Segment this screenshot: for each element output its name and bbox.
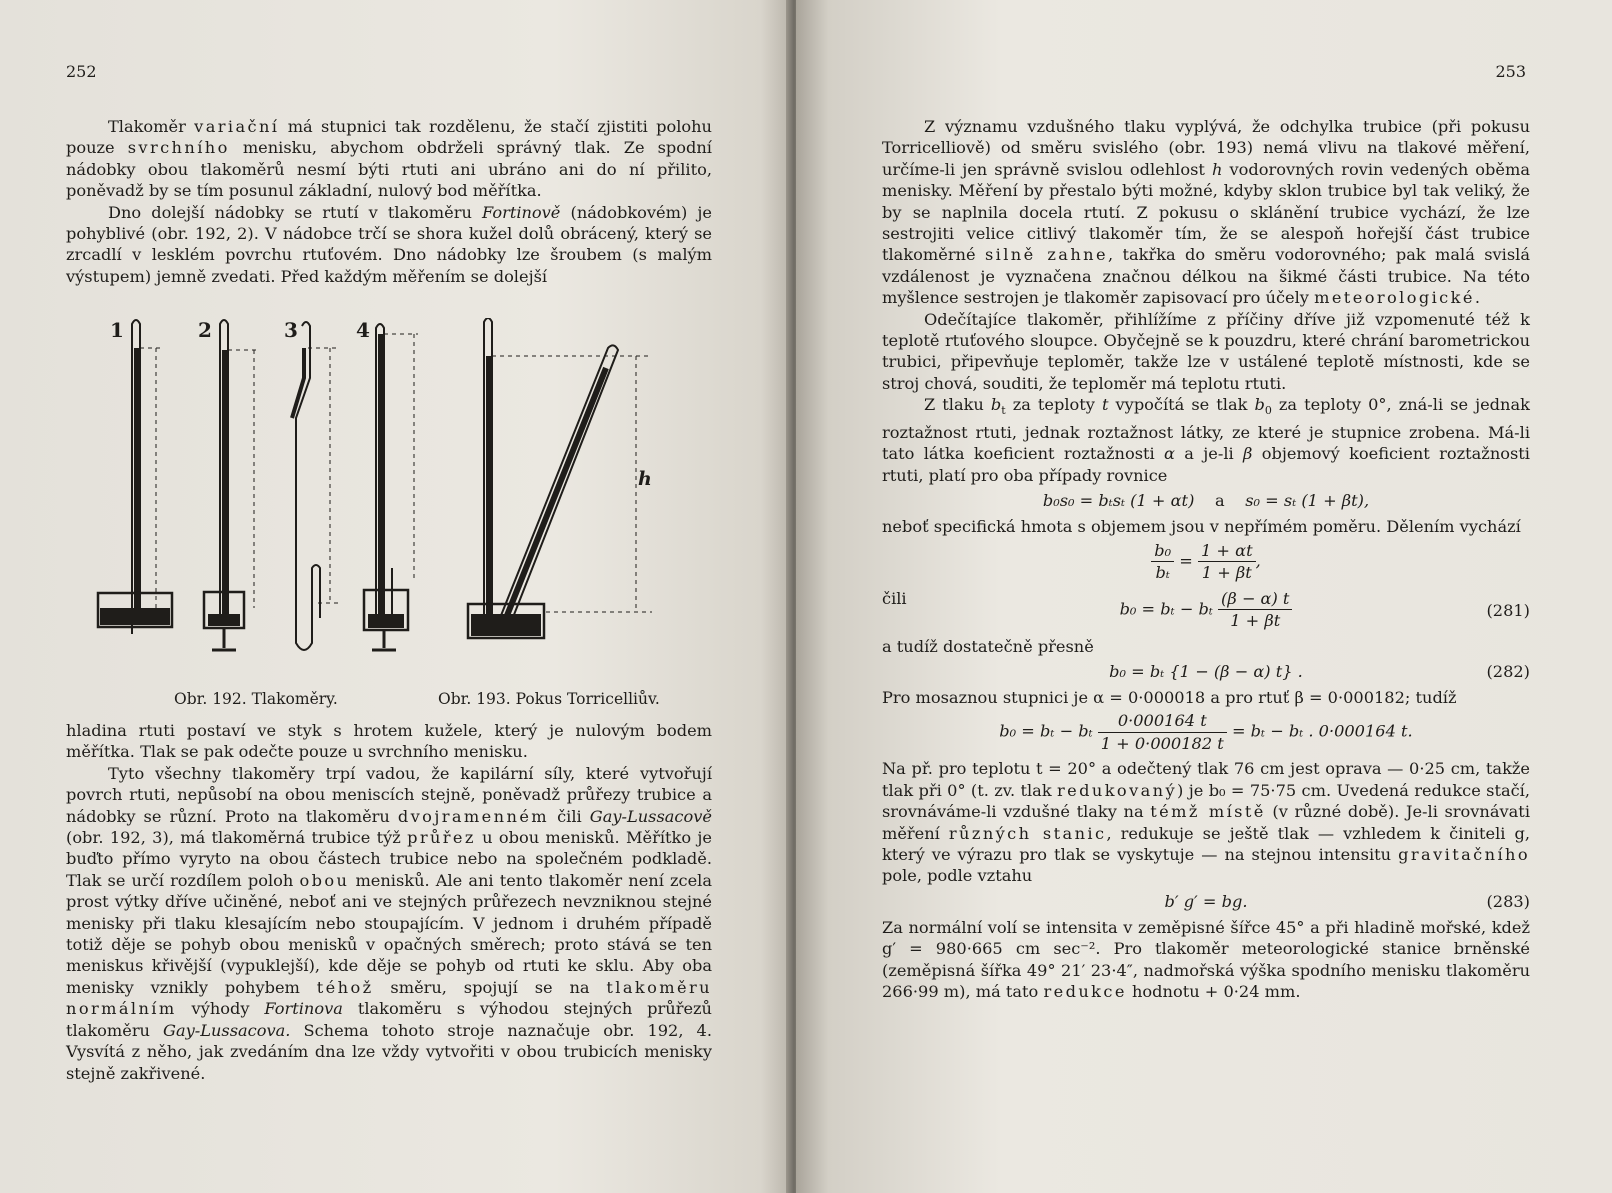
figure-192-193 [66, 318, 726, 713]
figure-label-4: 4 [356, 318, 370, 342]
figure-label-1: 1 [110, 318, 124, 342]
figure-label-2: 2 [198, 318, 212, 342]
paragraph-mosaz: Pro mosaznou stupnici je α = 0·000018 a pro rtuť β = 0·000182; tudíž [882, 687, 1457, 707]
caption-192: Obr. 192. Tlakoměry. [174, 690, 338, 708]
barometer-drawings [66, 318, 726, 688]
paragraph-z-tlaku: Z tlaku $b_t$ za teploty t vypočítá se tlak $b_0$ za teploty 0°, zná-li se jednak roztažnost rtuti, jednak roztažnost látky, ze které je stupnice zrobena. Má-li tato látka koeficient roztažnosti α a je-li β objemový koeficient roztažnosti rtuti, platí pro oba případy rovnice [882, 395, 1530, 485]
equation-283: b′ g′ = bg. (283) [1164, 891, 1530, 911]
barometer-3-drawing [292, 322, 338, 650]
paragraph-fortin: Dno dolejší nádobky se rtutí v tlakoměru Fortinově (nádobkovém) je pohyblivé (obr. 192, 2). V nádobce trčí se shora kužel dolů obrácený, který se zrcadlí v lesklém povrchu rtuťovém. Dno nádobky lze šroubem (s malým výstupem) jemně zvedati. Před každým měřením se dolejší [66, 202, 712, 286]
paragraph-variacni: Tlakoměr variační má stupnici tak rozdělenu, že stačí zjistiti polohu pouze svrchního menisku, abychom obdrželi správný tlak. Ze spodní nádobky obou tlakoměrů nesmí býti rtuti ani ubráno ani do ní přilito, poněvadž by se tím posunul základní, nulový bod měřítka. [66, 117, 712, 201]
paragraph-odecitajice: Odečítajíce tlakoměr, přihlížíme z příčiny dříve již vzpomenuté též k teplotě rtuťového sloupce. Obyčejně se k pouzdru, které chrání barometrickou trubici, připevňuje teploměr, takže lze v ustálené teplotě místnosti, kde se stroj chová, souditi, že teploměr má teplotu rtuti. [882, 309, 1530, 393]
page-number-right: 253 [1495, 62, 1526, 81]
paragraph-nebot: neboť specifická hmota s objemem jsou v nepřímém poměru. Dělením vychází [882, 517, 1521, 537]
equation-numeric: b₀ = bₜ − bₜ $\frac{0\cdot 000164 t}{1 + 0\cdot 000182 t}$ = bₜ − bₜ . 0·000164 t. [999, 711, 1413, 753]
equation-281: čili b₀ = bₜ − bₜ $\frac{(\beta - \alpha) t}{1 + \beta t}$ (281) [882, 588, 1530, 630]
caption-193: Obr. 193. Pokus Torricelliův. [438, 690, 660, 708]
barometer-4-drawing [364, 324, 418, 650]
torricelli-drawing [468, 318, 652, 638]
figure-label-h: h [638, 468, 652, 490]
left-page [0, 0, 792, 1193]
paragraph-hladina: hladina rtuti postaví ve styk s hrotem kužele, který je nulovým bodem měřítka. Tlak se pak odečte pouze u svrchního menisku. [66, 721, 712, 762]
paragraph-normalni: Za normální volí se intensita v zeměpisné šířce 45° a při hladině mořské, kdež g′ = 980·665 cm sec⁻². Pro tlakoměr meteorologické stanice brněnské (zeměpisná šířka 49° 21′ 23·4″, nadmořská výška spodního menisku tlakoměru 266·99 m), má tato redukce hodnotu + 0·24 mm. [882, 917, 1530, 1002]
right-text [882, 116, 1530, 1002]
equation-ratio: $\frac{\text{b₀}}{\text{bₜ}}$ = $\frac{1 + \alpha t}{1 + \beta t}$ , [882, 540, 1530, 586]
equation-density: b₀s₀ = bₜsₜ (1 + αt) a s₀ = sₜ (1 + βt), [1042, 491, 1370, 511]
paragraph-vyznam: Z významu vzdušného tlaku vyplývá, že odchylka trubice (při pokusu Torricelliově) od směru svislého (obr. 193) nemá vlivu na tlakové měření, určíme-li jen správně svislou odlehlost h vodorovných rovin vedených oběma menisky. Měření by přestalo býti možné, kdyby sklon trubice byl tak veliký, že by se naplnila docela rtutí. Z pokusu o sklánění trubice vychází, že lze sestrojiti velice citlivý tlakoměr tím, že se alespoň hořejší část trubice tlakoměrné silně zahne, takřka do směru vodorovného; pak malá svislá vzdálenost je vyznačena značnou délkou na šikmé části trubice. Na této myšlence sestrojen je tlakoměr zapisovací pro účely meteorologické. [882, 117, 1530, 308]
right-page [796, 0, 1612, 1193]
left-text-bottom [66, 720, 712, 1084]
barometer-2-drawing [204, 320, 258, 650]
page-number-left: 252 [66, 62, 97, 81]
paragraph-vady: Tyto všechny tlakoměry trpí vadou, že kapilární síly, které vytvořují povrch rtuti, nepůsobí na obou meniscích stejně, poněvadž průřezy trubice a nádobky se různí. Proto na tlakoměru dvojramenném čili Gay-Lussacově (obr. 192, 3), má tlakoměrná trubice týž průřez u obou menisků. Měřítko je buďto přímo vyryto na obou částech trubice nebo na společném podkladě. Tlak se určí rozdílem poloh obou menisků. Ale ani tento tlakoměr není zcela prost výtky dříve učiněné, neboť ani ve stejných průřezech nevzniknou stejné menisky při tlaku klesajícím nebo stoupajícím. V jednom i druhém případě totiž děje se pohyb obou menisků v opačných směrech; proto stává se ten meniskus křivější (vypuklejší), kde děje se pohyb od rtuti ke sklu. Aby oba menisky vznikly pohybem téhož směru, spojují se na tlakoměru normálním výhody Fortinova tlakoměru s výhodou stejných průřezů tlakoměru Gay-Lussacova. Schema tohoto stroje naznačuje obr. 192, 4. Vysvítá z něho, jak zvedáním dna lze vždy vytvořiti v obou trubicích menisky stejně zakřivené. [66, 763, 712, 1083]
barometer-1-drawing [98, 320, 172, 634]
left-text-top [66, 116, 712, 287]
figure-label-3: 3 [284, 318, 298, 342]
paragraph-napr: Na př. pro teplotu t = 20° a odečtený tlak 76 cm jest oprava — 0·25 cm, takže tlak při 0° (t. zv. tlak redukovaný) je b₀ = 75·75 cm. Uvedená redukce stačí, srovnáváme-li vzdušné tlaky na témž místě (v různé době). Je-li srovnávati měření různých stanic, redukuje se ještě tlak — vzhledem k činiteli g, který ve výrazu pro tlak se vyskytuje — na stejnou intensitu gravitačního pole, podle vztahu [882, 759, 1530, 886]
equation-282: b₀ = bₜ {1 − (β − α) t} . (282) [1109, 661, 1530, 681]
paragraph-tudiz: a tudíž dostatečně přesně [882, 636, 1094, 656]
